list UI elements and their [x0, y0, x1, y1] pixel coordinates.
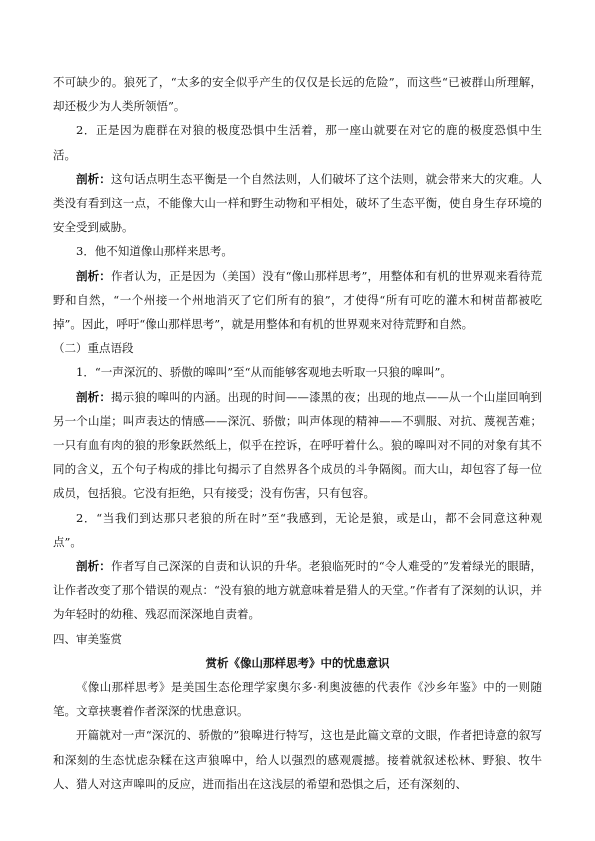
analysis-label: 剖析： — [76, 389, 111, 404]
analysis-label: 剖析： — [76, 171, 111, 186]
document-body — [53, 70, 542, 796]
analysis-label: 剖析： — [76, 559, 111, 574]
analysis-paragraph — [53, 264, 542, 337]
article-title: 赏析《像山那样思考》中的忧患意识 — [205, 655, 390, 670]
analysis-text: 作者写自己深深的自责和认识的升华。老狼临死时的“令人难受的”发着绿光的眼睛，让作者改变了那个错误的观点：“没有狼的地方就意味着是猎人的天堂。”作者有了深刻的认识，并为年轻时的幼稚、残忍而深深地自责着。 — [53, 559, 543, 622]
analysis-text: 作者认为，正是因为（美国）没有“像山那样思考”，用整体和有机的世界观来看待荒野和自然，“一个州接一个州地消灭了它们所有的狼”，才使得“所有可吃的灌木和树苗都被吃掉”。因此，呼吁“像山那样思考”，就是用整体和有机的世界观来对待荒野和自然。 — [53, 268, 542, 332]
paragraph: 《像山那样思考》是美国生态伦理学家奥尔多·利奥波德的代表作《沙乡年鉴》中的一则随笔。文章挟裹着作者深深的忧患意识。 — [53, 680, 542, 719]
numbered-item: 3．他不知道像山那样来思考。 — [76, 244, 233, 259]
analysis-label: 剖析： — [76, 268, 111, 283]
numbered-item: 2．“当我们到达那只老狼的所在时”至“我感到，无论是狼，或是山，都不会同意这种观点”。 — [53, 510, 542, 549]
numbered-item: 1．“一声深沉的、骄傲的嗥叫”至“从而能够客观地去听取一只狼的嗥叫”。 — [76, 365, 452, 380]
analysis-paragraph — [53, 554, 542, 627]
analysis-paragraph — [53, 385, 542, 506]
paragraph: 开篇就对一声“深沉的、骄傲的”狼嗥进行特写，这也是此篇文章的文眼，作者把诗意的叙写和深刻的生态忧虑杂糅在这声狼嗥中，给人以强烈的感观震撼。接着就叙述松林、野狼、牧牛人、猎人对这声嗥叫的反应，进而指出在这浅层的希望和恐惧之后，还有深刻的、 — [53, 728, 542, 791]
section-heading: （二）重点语段 — [53, 341, 134, 356]
numbered-item: 2．正是因为鹿群在对狼的极度恐惧中生活着，那一座山就要在对它的鹿的极度恐惧中生活。 — [53, 123, 542, 162]
analysis-text: 这句话点明生态平衡是一个自然法则，人们破坏了这个法则，就会带来大的灾难。人类没有看到这一点，不能像大山一样和野生动物和平相处，破坏了生态平衡，使自身生存环境的安全受到威胁。 — [53, 171, 543, 235]
analysis-paragraph — [53, 167, 542, 240]
section-heading: 四、审美鉴赏 — [53, 631, 122, 646]
paragraph: 不可缺少的。狼死了，“太多的安全似乎产生的仅仅是长远的危险”，而这些“已被群山所理解，却还极少为人类所领悟”。 — [53, 75, 542, 114]
analysis-text: 揭示狼的嗥叫的内涵。出现的时间——漆黑的夜；出现的地点——从一个山崖回响到另一个山崖；叫声表达的情感——深沉、骄傲；叫声体现的精神——不驯服、对抗、蔑视苦难；一只有血有肉的狼的形象跃然纸上，似乎在控诉，在呼吁着什么。狼的嗥叫对不同的对象有其不同的含义，五个句子构成的排比句揭示了自然界各个成员的斗争隔阂。而大山，却包容了每一位成员，包括狼。它没有拒绝，只有接受；没有伤害，只有包容。 — [53, 389, 543, 501]
